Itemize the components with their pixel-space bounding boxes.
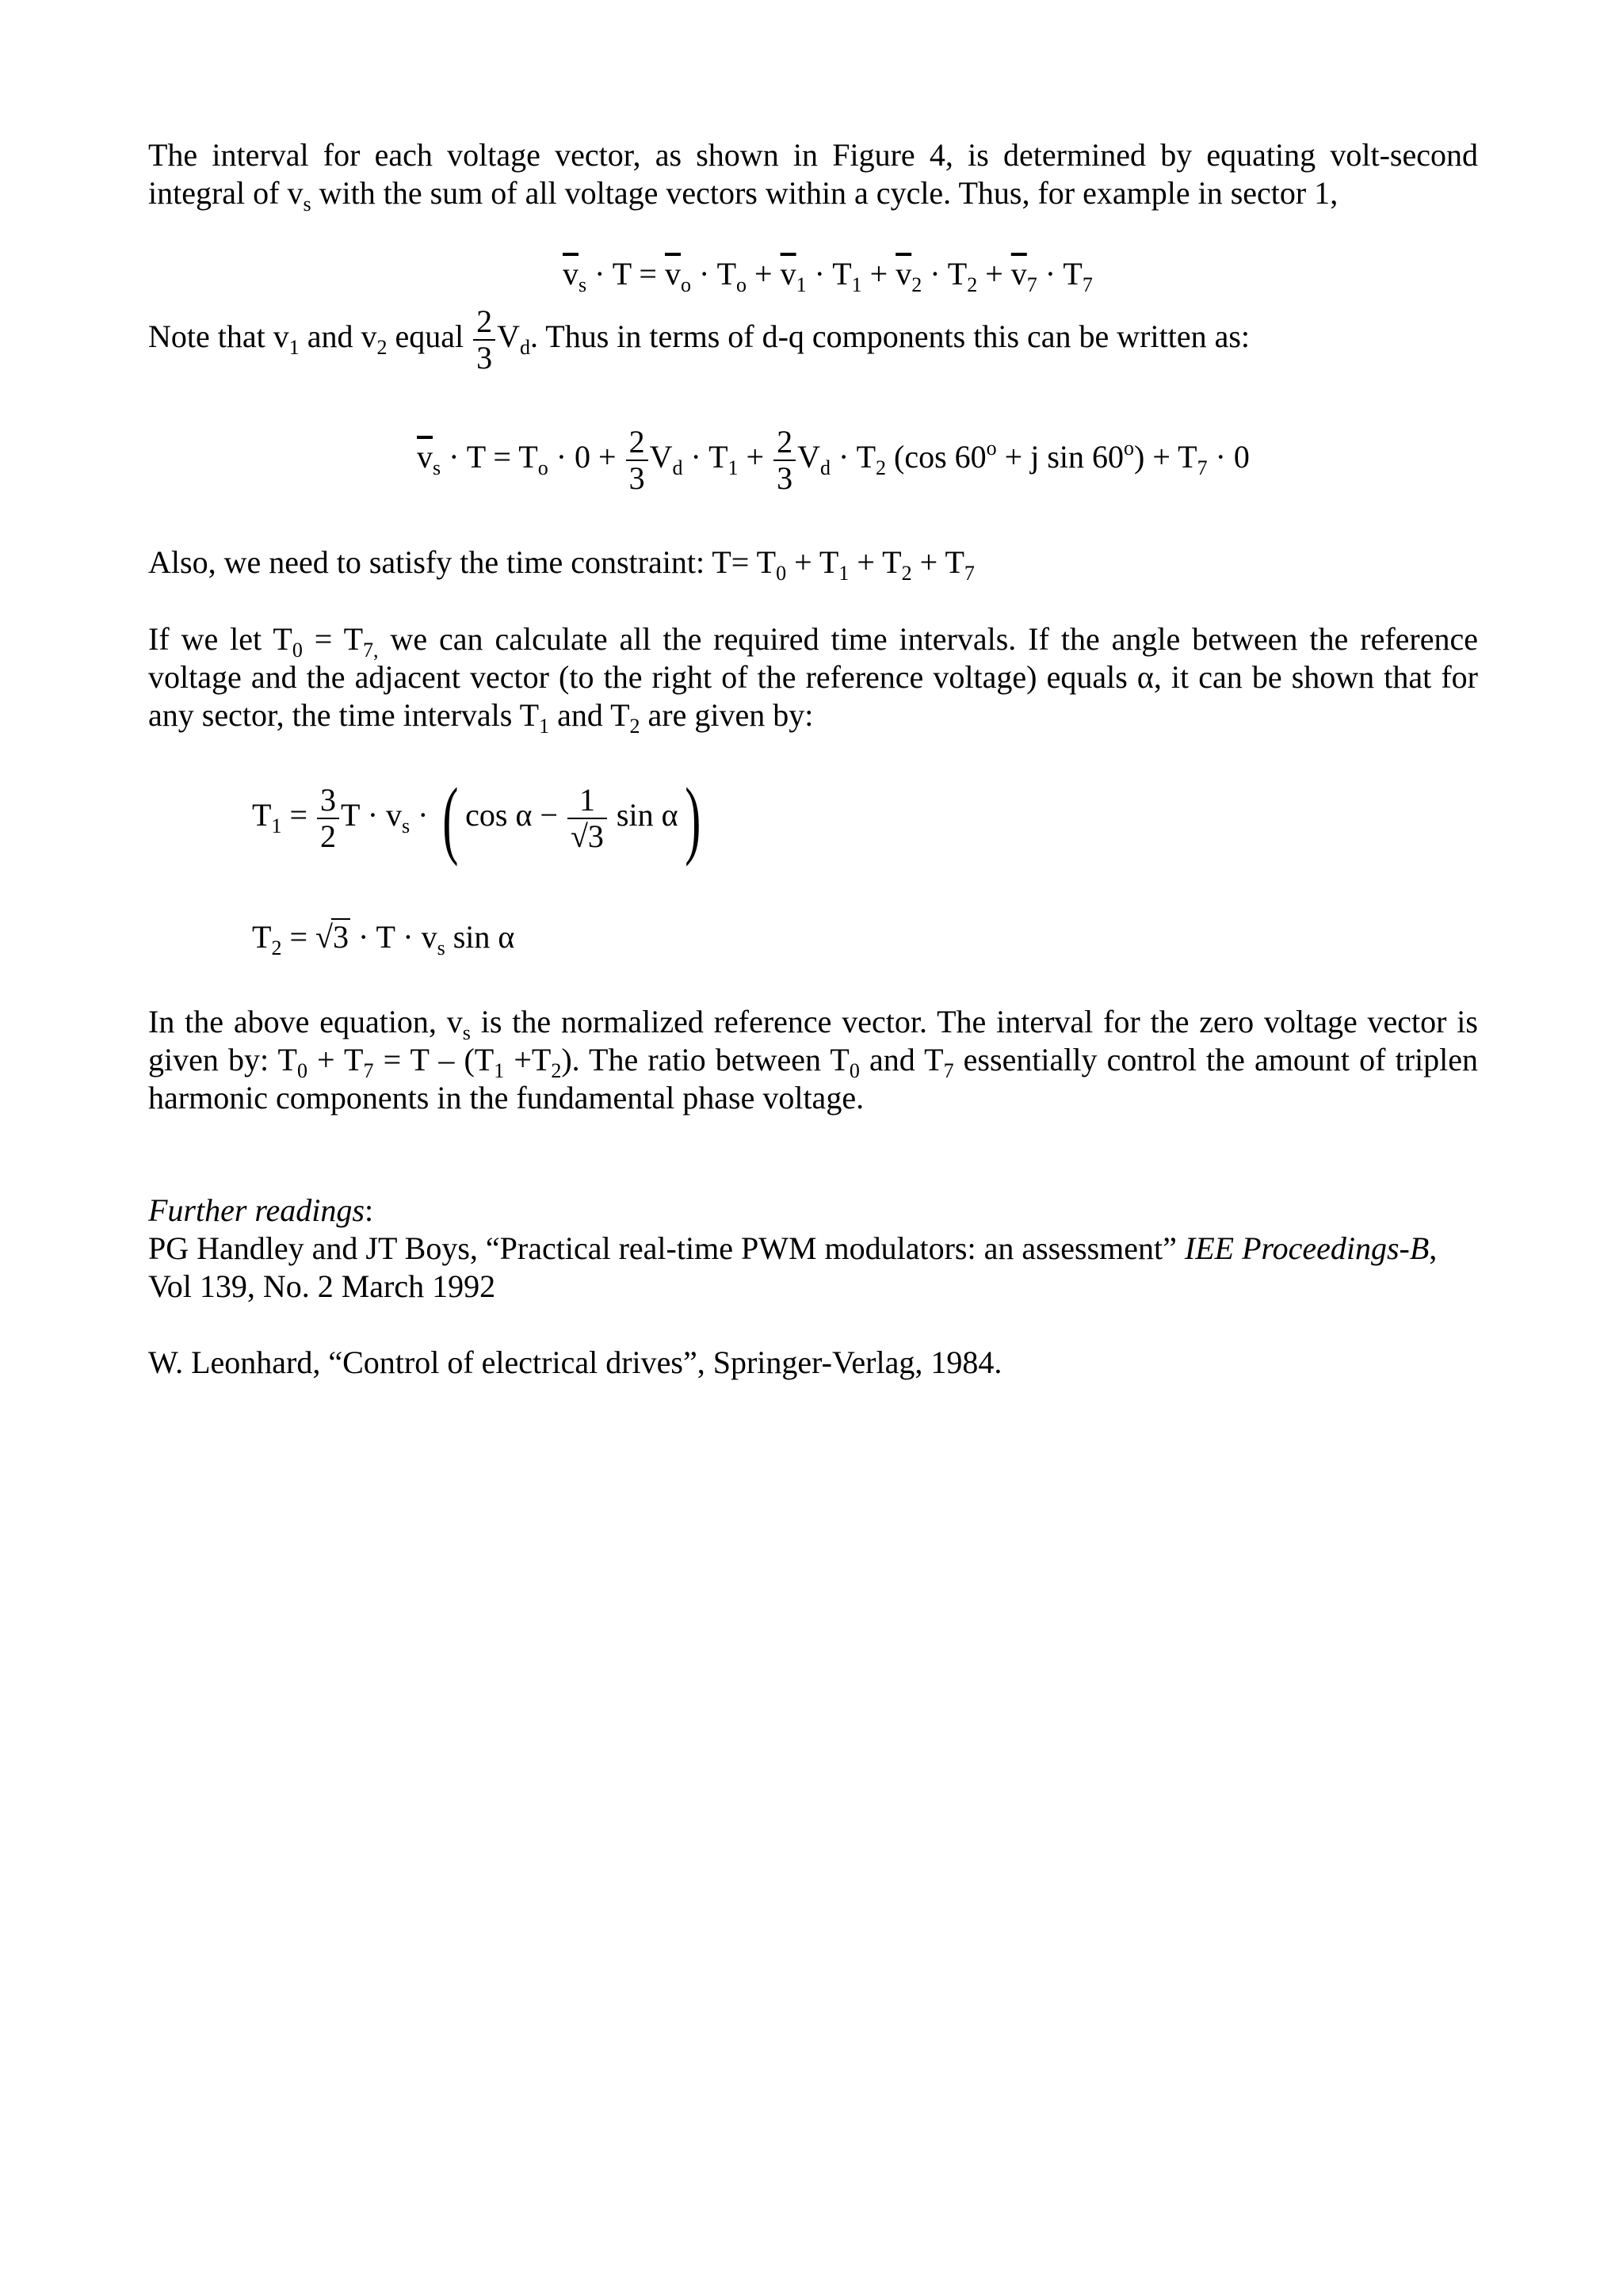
eq-text: cos α − [465,797,566,833]
eq-text: + [977,256,1011,292]
reference-2 [148,1344,1478,1382]
subscript: s [303,193,311,215]
subscript: 7 [1197,456,1208,480]
subscript: 1 [838,562,850,585]
numerator: 2 [773,425,796,461]
subscript: 2 [376,336,388,360]
para-text: and T [549,697,630,733]
subscript: 7 [943,1059,954,1082]
para-text: If we let T [148,621,292,657]
para-text: and T [859,1042,944,1077]
para-text: essentially control the amount of triplen harmonic components in the fundamental phase voltage. [148,1042,1478,1116]
subscript: d [520,336,531,360]
fraction-three-halves [317,783,339,854]
numerator: 1 [567,783,607,819]
intro-text: The interval for each voltage vector, as shown in Figure 4, is determined by equating volt-second integral of v [148,137,1478,211]
fraction-two-thirds [473,304,495,376]
subscript: o [537,456,548,480]
denominator: √3 [570,818,604,854]
eq-text: T · v [341,797,403,833]
subscript: 2 [911,273,922,296]
eq-text: · T [830,439,876,475]
eq-text: = [281,797,315,833]
eq-text: + [738,439,773,475]
eq-text: (cos 60 [886,439,987,475]
para-text: ). The ratio between T [561,1042,850,1077]
subscript: 1 [727,456,739,480]
vector-symbol: $\overline{v}$ [896,256,912,292]
radicand: 3 [332,919,349,955]
note-text: V [497,318,521,355]
vector-symbol: $\overline{v}$ [417,439,433,475]
equation-volt-second [563,255,1093,296]
numerator: 2 [626,425,648,461]
eq-text: · T [691,256,737,292]
eq-text: V [649,439,673,475]
vector-symbol: $\overline{v}$ [665,256,681,292]
constraint-text: + T [849,544,902,580]
constraint-text: Also, we need to satisfy the time constraint: T= T [148,544,777,580]
subscript: s [437,936,445,959]
note-line [148,304,1250,376]
subscript: 7 [363,1059,374,1082]
subscript: 7, [363,639,379,662]
constraint-text: + T [786,544,839,580]
subscript: 2 [271,936,282,959]
eq-text: · 0 [1207,439,1250,475]
subscript: 7 [1026,273,1037,296]
eq-text: · T [682,439,728,475]
vector-symbol: $\overline{v}$ [563,256,579,292]
subscript: 0 [776,562,787,585]
para-text: In the above equation, v [148,1004,463,1039]
eq-text: + [861,256,896,292]
eq-text: · T [1037,256,1083,292]
subscript: 1 [271,814,282,838]
numerator: 3 [317,783,339,819]
subscript: o [681,273,691,296]
subscript: 2 [901,562,912,585]
eq-text: · T [922,256,968,292]
para-text: we can calculate all the required time intervals. If the angle between the reference voltage and the adjacent vector (to the right of the reference voltage) equals α, it can be shown that for any sector, the time intervals T [148,621,1478,733]
fraction-two-thirds [626,425,648,496]
vector-symbol: $\overline{v}$ [1010,256,1027,292]
denominator: 3 [777,460,793,496]
subscript: 7 [964,562,975,585]
eq-text: T [252,797,272,833]
eq-text: V [797,439,820,475]
para-text: = T – (T [373,1042,495,1077]
intro-paragraph [148,136,1478,215]
denominator: 3 [628,460,645,496]
subscript: 2 [629,715,640,738]
constraint-text: + T [911,544,964,580]
vector-symbol: $\overline{v}$ [780,256,796,292]
subscript: 1 [494,1059,505,1082]
further-readings-label: Further readings [148,1192,365,1228]
fraction-two-thirds [773,425,796,496]
denominator: 2 [320,818,336,854]
subscript: 7 [1082,273,1093,296]
subscript: d [672,456,683,480]
root-sign: √ [315,919,333,955]
subscript: s [462,1021,471,1044]
subscript: 1 [796,273,807,296]
reference-1 [148,1230,1478,1306]
eq-text: sin α [445,919,515,955]
journal-name: IEE Proceedings-B [1184,1230,1430,1266]
right-paren: ) [684,770,701,867]
para-text: is the normalized reference vector. The interval for the zero voltage vector is given by: T [148,1004,1478,1077]
note-text: equal [387,318,472,355]
colon: : [364,1192,374,1228]
eq-text: · T = T [441,439,538,475]
note-text: and v [299,318,377,355]
subscript: s [579,273,587,296]
eq-text: T [252,919,272,955]
equation-t1 [252,770,707,867]
eq-text: sin α [608,797,678,833]
eq-text: · T [806,256,852,292]
subscript: 1 [288,336,300,360]
subscript: o [736,273,747,296]
eq-text: = [281,919,315,955]
subscript: 1 [539,715,550,738]
subscript: 1 [851,273,862,296]
subscript: 2 [551,1059,562,1082]
para-text: + T [307,1042,364,1077]
eq-text: + j sin 60 [996,439,1124,475]
eq-text: + [747,256,781,292]
left-paren: ( [442,770,459,867]
eq-text: ) + T [1134,439,1197,475]
eq-text: · T = [586,256,665,292]
para-text: are given by: [640,697,814,733]
reference-text: W. Leonhard, “Control of electrical drives”, Springer-Verlag, 1984. [148,1344,1002,1380]
equation-t2 [252,918,515,959]
note-text: . Thus in terms of d-q components this can be written as: [530,318,1251,355]
para-text: = T [302,621,363,657]
denominator: 3 [476,340,493,376]
equation-dq-components [417,425,1250,496]
subscript: d [819,456,831,480]
time-constraint [148,543,975,585]
eq-text: · T · v [349,919,437,955]
subscript: 2 [967,273,978,296]
subscript: s [402,814,411,838]
reference-text: PG Handley and JT Boys, “Practical real-time PWM modulators: an assessment” [148,1230,1185,1266]
angle-paragraph [148,620,1478,738]
intro-text-end: with the sum of all voltage vectors within a cycle. Thus, for example in sector 1, [311,175,1338,211]
eq-text: · 0 + [548,439,624,475]
fraction-one-over-root3 [567,783,607,854]
superscript: o [1124,437,1134,460]
further-readings [148,1192,1478,1230]
reference-text: , Vol 139, No. 2 March 1992 [148,1230,1438,1304]
subscript: 0 [292,639,303,662]
subscript: s [433,456,441,480]
para-text: +T [504,1042,552,1077]
numerator: 2 [473,304,495,341]
eq-text: · [410,797,437,833]
subscript: 0 [296,1059,307,1082]
zero-vector-paragraph [148,1003,1478,1117]
subscript: 0 [849,1059,860,1082]
subscript: 2 [876,456,886,480]
note-text: Note that v [148,318,289,355]
superscript: o [986,437,997,460]
